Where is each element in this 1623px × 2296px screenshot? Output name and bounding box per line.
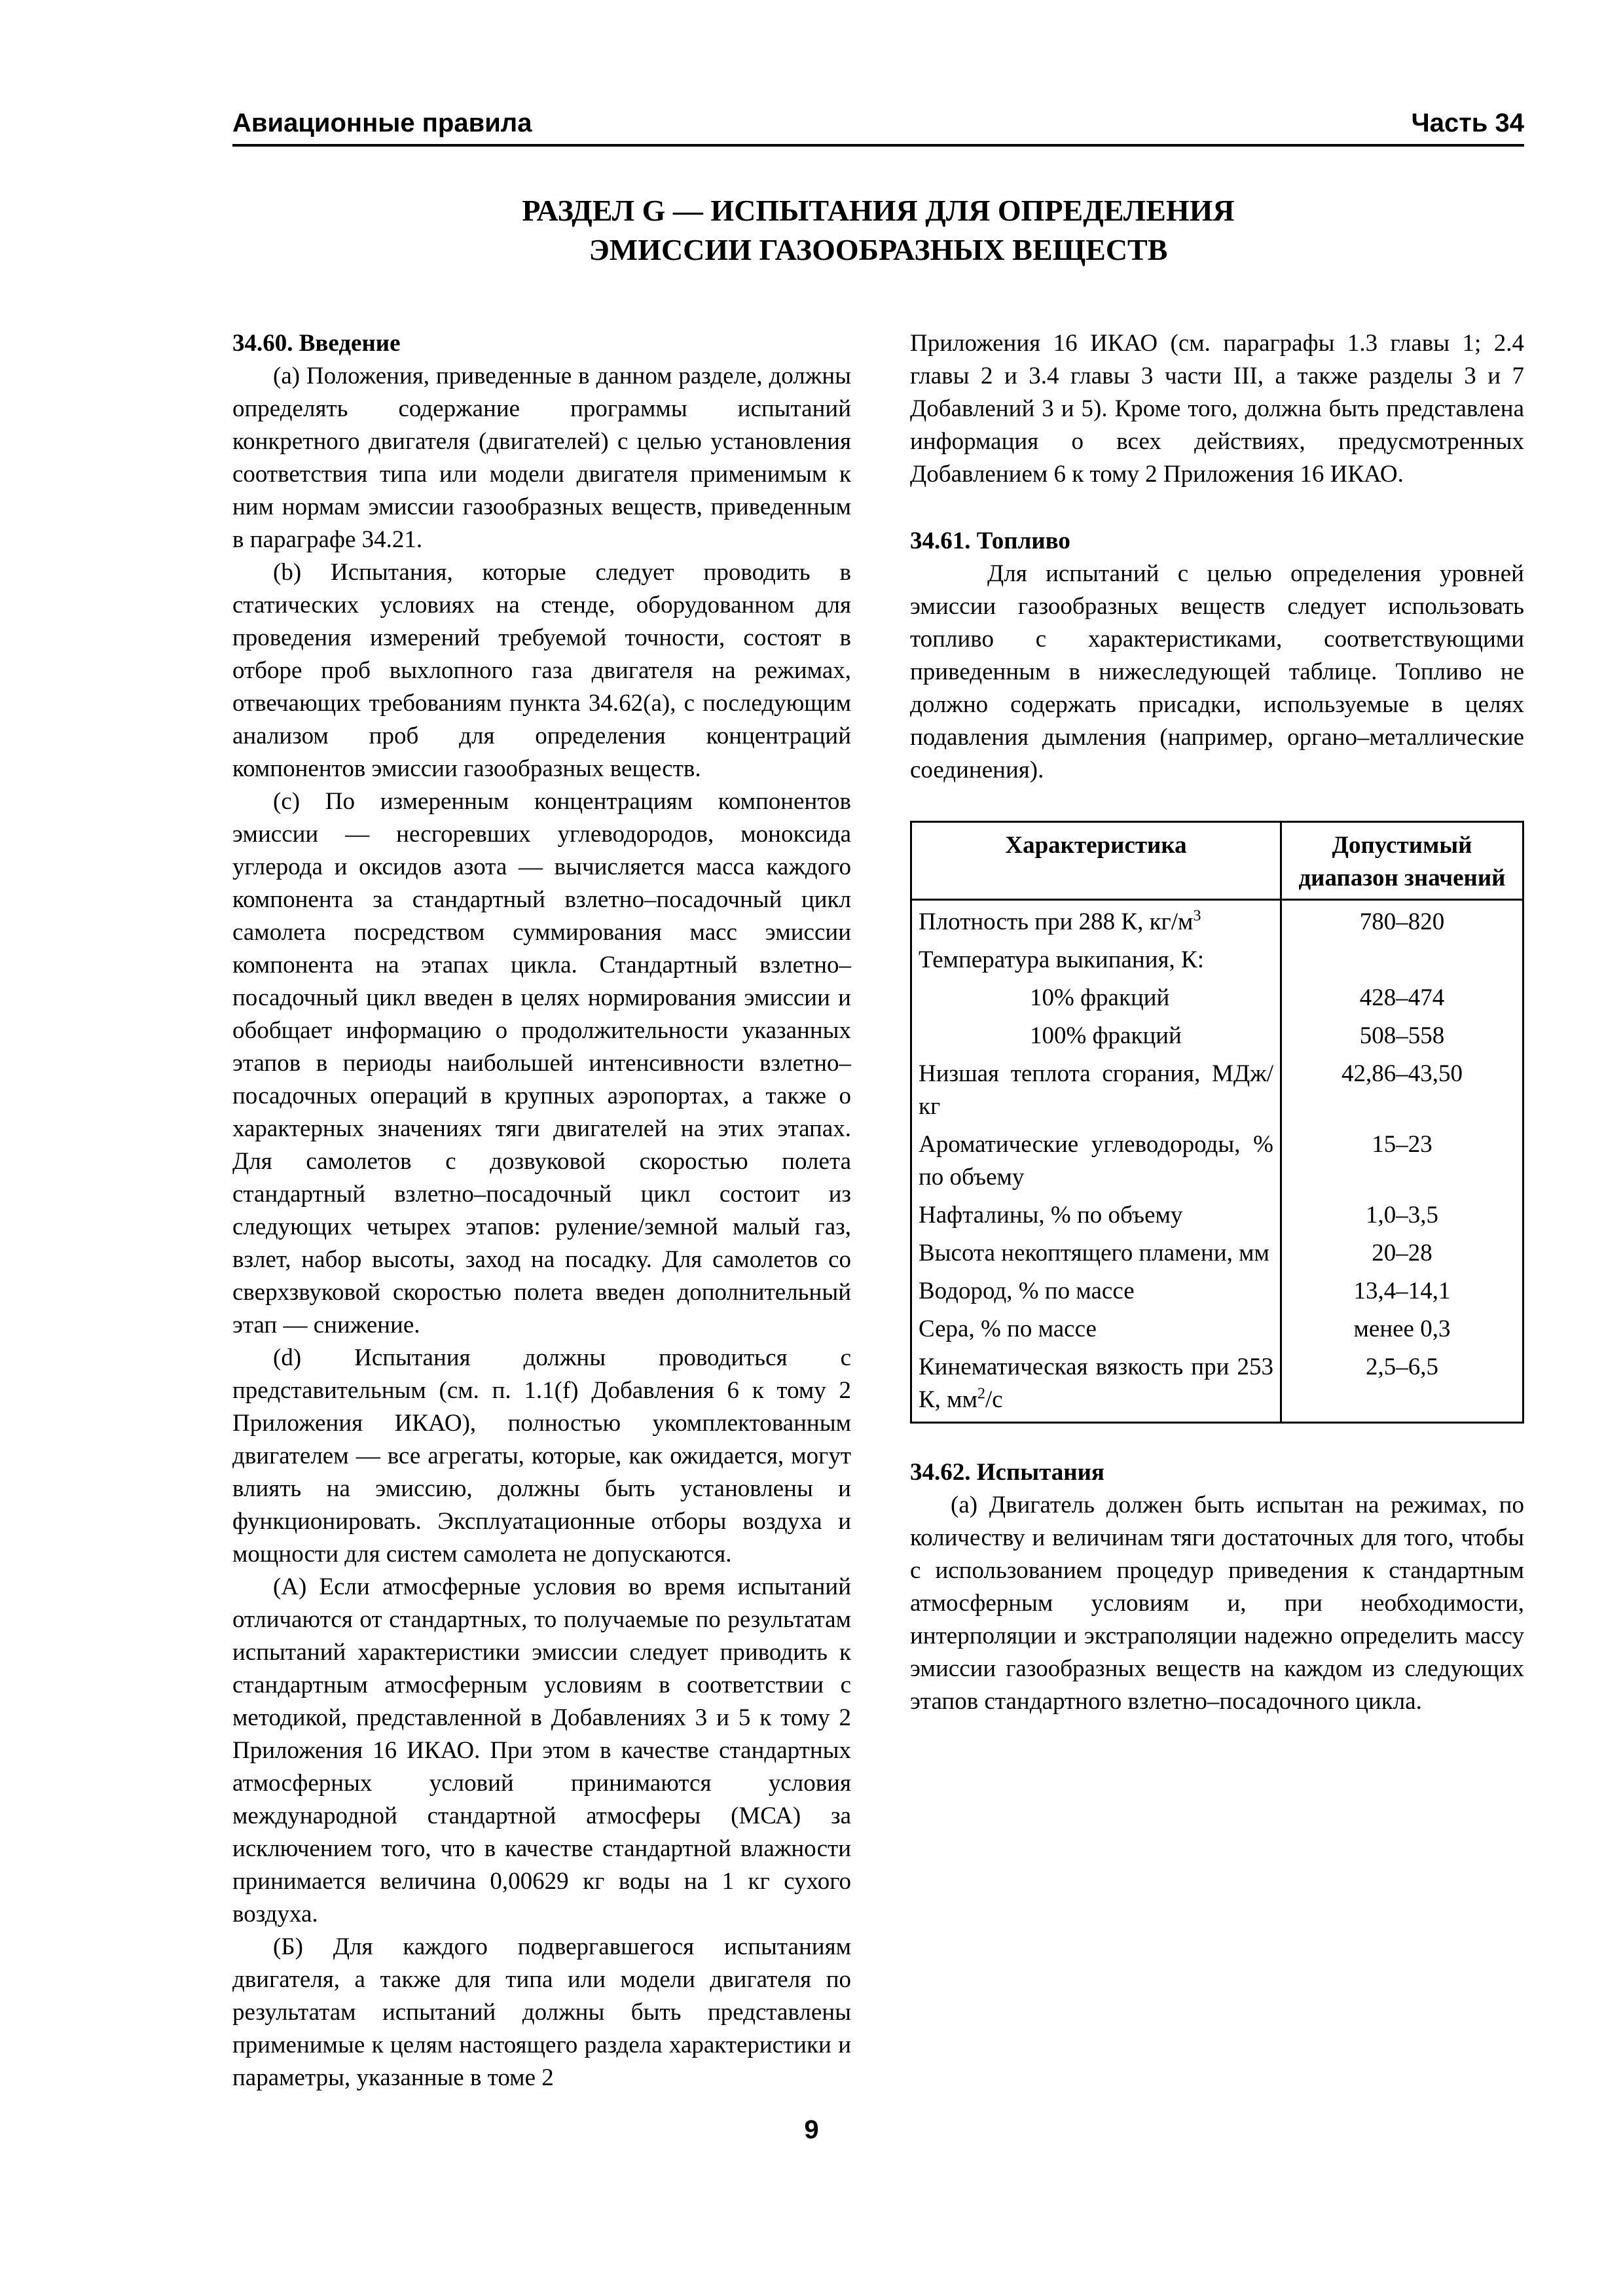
cell-range: менее 0,3 <box>1281 1308 1523 1346</box>
cell-range: 428–474 <box>1281 977 1523 1014</box>
cell-range: 20–28 <box>1281 1232 1523 1270</box>
cell-characteristic: Водород, % по массе <box>911 1270 1281 1308</box>
heading-fuel: 34.61. Топливо <box>910 528 1070 554</box>
spacer <box>910 491 1524 525</box>
cell-characteristic: 100% фракций <box>911 1014 1281 1052</box>
cell-range: 2,5–6,5 <box>1281 1346 1523 1423</box>
cell-range: 1,0–3,5 <box>1281 1194 1523 1232</box>
cell-characteristic: Сера, % по массе <box>911 1308 1281 1346</box>
paragraph-b: (b) Испытания, которые следует проводить в статических условиях на стенде, оборудованном для проведения измерений требуемой точности, состоят в отборе проб выхлопного газа двигателя на режимах, отвечающих требованиям пункта 34.62(а), с последующим анализом проб для определения концентраций компонентов эмиссии газообразных веществ. <box>232 559 851 782</box>
cell-range: 508–558 <box>1281 1014 1523 1052</box>
spacer <box>910 787 1524 821</box>
paragraph-B: (Б) Для каждого подвергавшегося испытаниям двигателя, а также для типа или модели двигателя по результатам испытаний должны быть представлены применимые к целям настоящего раздела характеристики и параметры, указанные в томе 2 <box>232 1933 851 2091</box>
cell-range: 13,4–14,1 <box>1281 1270 1523 1308</box>
cell-characteristic: Низшая теплота сгорания, МДж/кг <box>911 1052 1281 1123</box>
section-title-line-2: ЭМИССИИ ГАЗООБРАЗНЫХ ВЕЩЕСТВ <box>589 233 1168 266</box>
spacer <box>910 1424 1524 1456</box>
section-title-line-1: РАЗДЕЛ G — ИСПЫТАНИЯ ДЛЯ ОПРЕДЕЛЕНИЯ <box>522 194 1235 227</box>
running-header <box>232 106 1524 147</box>
page-number: 9 <box>804 2115 819 2144</box>
right-column <box>910 327 1524 1718</box>
cell-characteristic: Ароматические углеводороды, % по объему <box>911 1123 1281 1194</box>
paragraph-a: (а) Положения, приведенные в данном разделе, должны определять содержание программы испытаний конкретного двигателя (двигателей) с целью установления соответствия типа или модели двигателя применимым к ним нормам эмиссии газообразных веществ, приведенным в параграфе 34.21. <box>232 363 851 553</box>
table-row <box>911 1052 1523 1123</box>
cell-range: 15–23 <box>1281 1123 1523 1194</box>
table-body <box>911 900 1523 1423</box>
paragraph-d: (d) Испытания должны проводиться с представительным (см. п. 1.1(f) Добавления 6 к тому 2 Приложения ИКАО), полностью укомплектованным двигателем — все агрегаты, которые, как ожидается, могут влиять на эмиссию, должны быть установлены и функционировать. Эксплуатационные отборы воздуха и мощности для систем самолета не допускаются. <box>232 1344 851 1568</box>
table-row <box>911 1194 1523 1232</box>
table-row <box>911 939 1523 977</box>
table-row <box>911 1270 1523 1308</box>
continuation-paragraph: Приложения 16 ИКАО (см. параграфы 1.3 главы 1; 2.4 главы 2 и 3.4 главы 3 части III, а также разделы 3 и 7 Добавлений 3 и 5). Кроме того, должна быть представлена информация о всех действиях, предусмотренных Добавлением 6 к тому 2 Приложения 16 ИКАО. <box>910 330 1524 488</box>
heading-introduction: 34.60. Введение <box>232 330 401 357</box>
cell-characteristic: Нафталины, % по объему <box>911 1194 1281 1232</box>
cell-characteristic: Температура выкипания, К: <box>911 939 1281 977</box>
paragraph-c: (с) По измеренным концентрациям компонентов эмиссии — несгоревших углеводородов, моноксида углерода и оксидов азота — вычисляется масса каждого компонента за стандартный взлетно–посадочный цикл самолета посредством суммирования масс эмиссии компонента на этапах цикла. Стандартный взлетно–посадочный цикл введен в целях нормирования эмиссии и обобщает информацию о продолжительности указанных этапов в периоды наибольшей интенсивности взлетно–посадочных операций в крупных аэропортах, а также о характерных значениях тяги двигателей на этих этапах. Для самолетов с дозвуковой скоростью полета стандартный взлетно–посадочный цикл состоит из следующих четырех этапов: руление/земной малый газ, взлет, набор высоты, заход на посадку. Для самолетов со сверхзвуковой скоростью полета введен дополнительный этап — снижение. <box>232 788 851 1338</box>
cell-range: 42,86–43,50 <box>1281 1052 1523 1123</box>
left-column <box>232 327 851 2094</box>
table-header-range: Допустимый диапазон значений <box>1281 822 1523 900</box>
table-row <box>911 1308 1523 1346</box>
table-header-characteristic: Характеристика <box>911 822 1281 900</box>
paragraph-A: (А) Если атмосферные условия во время испытаний отличаются от стандартных, то получаемые по результатам испытаний характеристики эмиссии следует приводить к стандартным атмосферным условиям в соответствии с методикой, представленной в Добавлениях 3 и 5 к тому 2 Приложения 16 ИКАО. При этом в качестве стандартных атмосферных условий принимаются условия международной стандартной атмосферы (МСА) за исключением того, что в качестве стандартной влажности принимается величина 0,00629 кг воды на 1 кг сухого воздуха. <box>232 1573 851 1928</box>
paragraph-fuel: Для испытаний с целью определения уровней эмиссии газообразных веществ следует использовать топливо с характеристиками, соответствующими приведенным в нижеследующей таблице. Топливо не должно содержать присадки, используемые в целях подавления дымления (например, органо–металлические соединения). <box>910 560 1524 783</box>
header-document-title: Авиационные правила <box>232 109 532 137</box>
fuel-characteristics-table <box>910 821 1524 1424</box>
heading-tests: 34.62. Испытания <box>910 1459 1104 1486</box>
table-row <box>911 1346 1523 1423</box>
table-header-row <box>911 822 1523 900</box>
table-row <box>911 977 1523 1014</box>
table-row <box>911 900 1523 939</box>
header-part-number: Часть 34 <box>1411 109 1524 137</box>
cell-range <box>1281 939 1523 977</box>
cell-range: 780–820 <box>1281 900 1523 939</box>
table-row <box>911 1123 1523 1194</box>
table-row <box>911 1232 1523 1270</box>
cell-characteristic: 10% фракций <box>911 977 1281 1014</box>
paragraph-tests: (а) Двигатель должен быть испытан на режимах, по количеству и величинам тяги достаточных для того, чтобы с использованием процедур приведения к стандартным атмосферным условиям и, при необходимости, интерполяции и экстраполяции надежно определить массу эмиссии газообразных веществ на каждом из следующих этапов стандартного взлетно–посадочного цикла. <box>910 1492 1524 1715</box>
cell-characteristic: Плотность при 288 К, $кг/м^3$ <box>911 900 1281 939</box>
cell-characteristic: Кинематическая вязкость при 253 К, $мм^2/с$ <box>911 1346 1281 1423</box>
cell-characteristic: Высота некоптящего пламени, мм <box>911 1232 1281 1270</box>
section-title <box>232 191 1524 270</box>
table-row <box>911 1014 1523 1052</box>
